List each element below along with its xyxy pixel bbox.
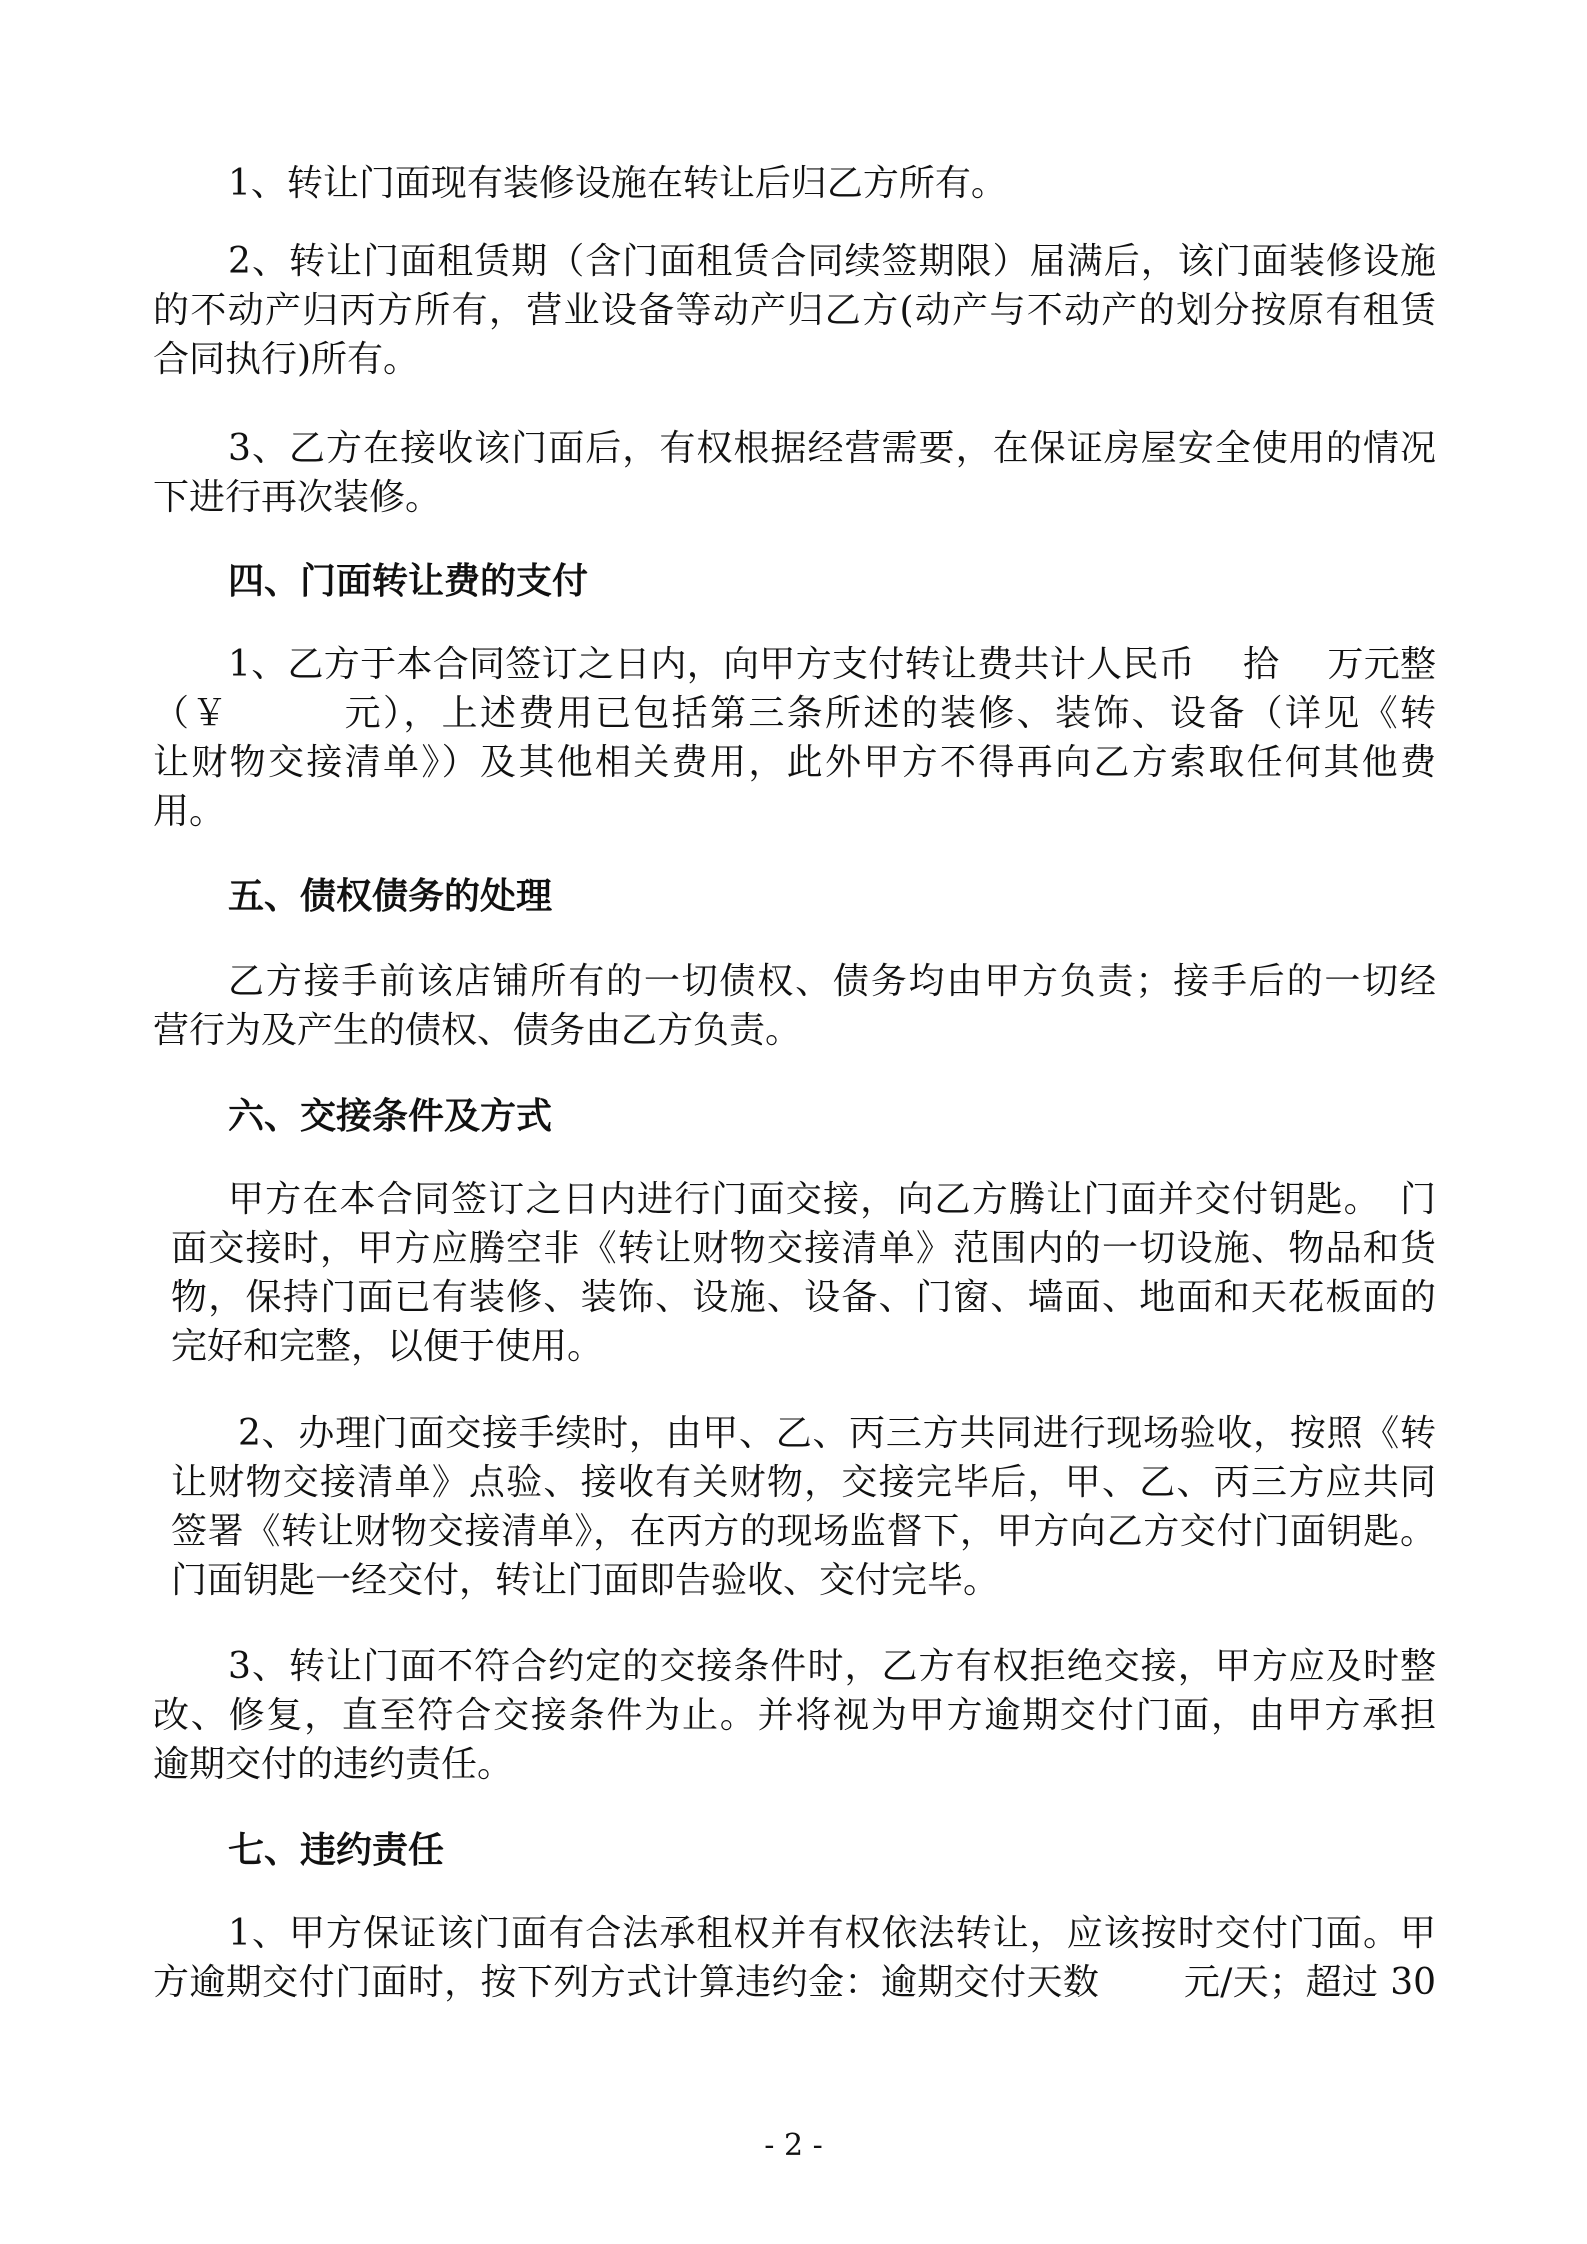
clause-4-1-line-3: 让财物交接清单》）及其他相关费用，此外甲方不得再向乙方索取任何其他费 (153, 742, 1436, 783)
clause-6-3-line-2: 改、修复，直至符合交接条件为止。并将视为甲方逾期交付门面，由甲方承担 (153, 1695, 1436, 1736)
clause-7-1-line-2: 方逾期交付门面时，按下列方式计算违约金：逾期交付天数 元/天；超过 30 (153, 1962, 1436, 2003)
clause-3-2-line-2: 的不动产归丙方所有，营业设备等动产归乙方(动产与不动产的划分按原有租赁 (153, 290, 1436, 331)
clause-4-1-line-4: 用。 (153, 791, 226, 832)
clause-7-1-line-1: 1、甲方保证该门面有合法承租权并有权依法转让，应该按时交付门面。甲 (228, 1913, 1436, 1954)
clause-3-2-line-1: 2、转让门面租赁期（含门面租赁合同续签期限）届满后，该门面装修设施 (228, 241, 1436, 282)
clause-6-1-line-1: 甲方在本合同签订之日内进行门面交接，向乙方腾让门面并交付钥匙。 门 (228, 1179, 1436, 1220)
clause-6-2-line-2: 让财物交接清单》点验、接收有关财物，交接完毕后，甲、乙、丙三方应共同 (171, 1462, 1436, 1503)
clause-6-2-line-3: 签署《转让财物交接清单》，在丙方的现场监督下，甲方向乙方交付门面钥匙。 (171, 1511, 1436, 1552)
section-heading-7: 七、违约责任 (228, 1829, 445, 1871)
clause-3-2-line-3: 合同执行)所有。 (153, 339, 420, 380)
clause-4-1-line-2: （￥ 元），上述费用已包括第三条所述的装修、装饰、设备（详见《转 (153, 693, 1436, 734)
clause-6-3-line-1: 3、转让门面不符合约定的交接条件时，乙方有权拒绝交接，甲方应及时整 (228, 1646, 1436, 1687)
clause-6-1-line-3: 物，保持门面已有装修、装饰、设施、设备、门窗、墙面、地面和天花板面的 (171, 1277, 1436, 1318)
section-5-line-1: 乙方接手前该店铺所有的一切债权、债务均由甲方负责；接手后的一切经 (228, 961, 1436, 1002)
clause-3-3-line-2: 下进行再次装修。 (153, 477, 442, 518)
section-5-line-2: 营行为及产生的债权、债务由乙方负责。 (153, 1010, 802, 1051)
clause-4-1-line-1: 1、乙方于本合同签订之日内，向甲方支付转让费共计人民币 拾 万元整 (228, 644, 1436, 685)
page-number: - 2 - (764, 2128, 823, 2163)
section-heading-5: 五、债权债务的处理 (228, 875, 553, 917)
section-heading-4: 四、门面转让费的支付 (228, 560, 589, 602)
clause-6-1-line-2: 面交接时，甲方应腾空非《转让财物交接清单》范围内的一切设施、物品和货 (171, 1228, 1436, 1269)
clause-6-3-line-3: 逾期交付的违约责任。 (153, 1744, 514, 1785)
clause-3-1: 1、转让门面现有装修设施在转让后归乙方所有。 (228, 163, 1007, 204)
clause-6-1-line-4: 完好和完整，以便于使用。 (171, 1326, 604, 1367)
section-heading-6: 六、交接条件及方式 (228, 1095, 553, 1137)
clause-6-2-line-4: 门面钥匙一经交付，转让门面即告验收、交付完毕。 (171, 1560, 1000, 1601)
clause-3-3-line-1: 3、乙方在接收该门面后，有权根据经营需要，在保证房屋安全使用的情况 (228, 428, 1436, 469)
clause-6-2-line-1: 2、办理门面交接手续时，由甲、乙、丙三方共同进行现场验收，按照《转 (238, 1413, 1436, 1454)
